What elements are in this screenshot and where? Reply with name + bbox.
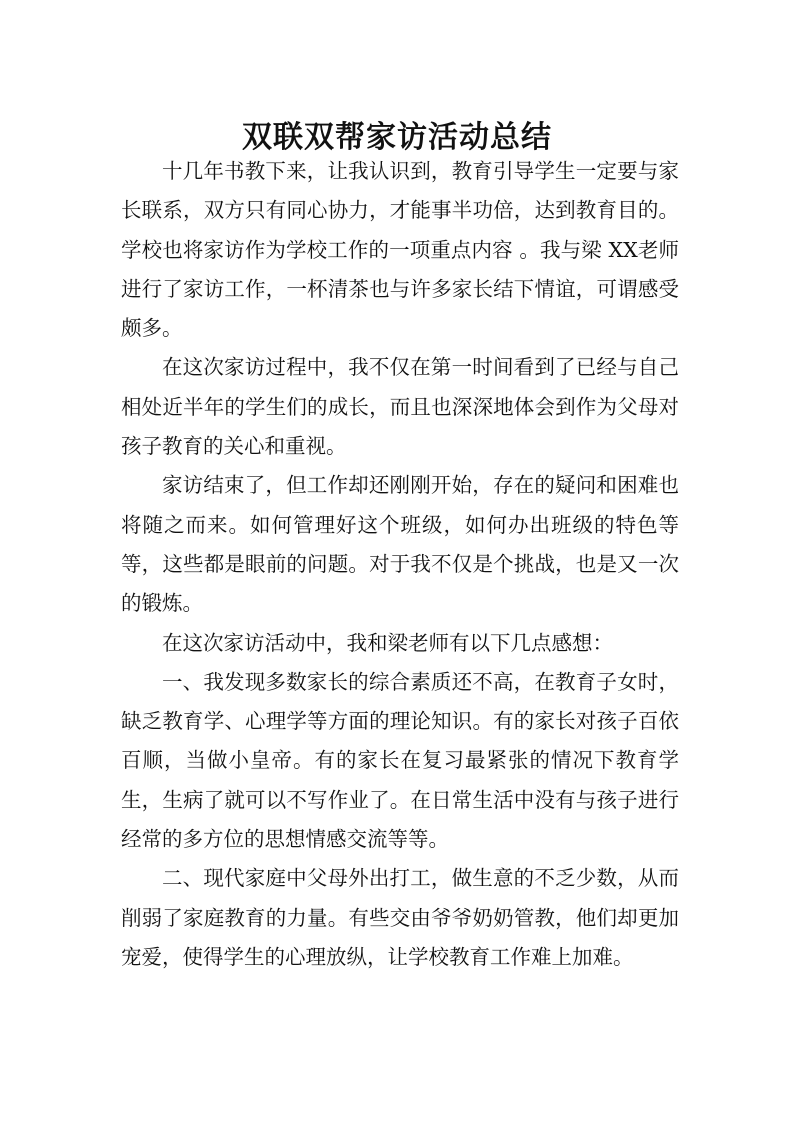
document-body <box>121 152 679 977</box>
paragraph-6: 二、现代家庭中父母外出打工，做生意的不乏少数，从而削弱了家庭教育的力量。有些交由爷爷奶奶管教，他们却更加宠爱，使得学生的心理放纵，让学校教育工作难上加难。 <box>121 866 679 969</box>
paragraph-3: 家访结束了，但工作却还刚刚开始，存在的疑问和困难也将随之而来。如何管理好这个班级，如何办出班级的特色等等，这些都是眼前的问题。对于我不仅是个挑战，也是又一次的锻炼。 <box>121 473 679 616</box>
paragraph-2: 在这次家访过程中，我不仅在第一时间看到了已经与自己相处近半年的学生们的成长，而且也深深地体会到作为父母对孩子教育的关心和重视。 <box>121 355 679 459</box>
paragraph-4: 在这次家访活动中，我和梁老师有以下几点感想： <box>162 630 613 655</box>
paragraph-5: 一、我发现多数家长的综合素质还不高，在教育子女时，缺乏教育学、心理学等方面的理论知识。有的家长对孩子百依百顺，当做小皇帝。有的家长在复习最紧张的情况下教育学生，生病了就可以不写作业了。在日常生活中没有与孩子进行经常的多方位的思想情感交流等等。 <box>121 669 679 852</box>
paragraph-1: 十几年书教下来，让我认识到，教育引导学生一定要与家长联系，双方只有同心协力，才能事半功倍，达到教育目的。学校也将家访作为学校工作的一项重点内容 。我与梁 XX老师进行了家访工作，一杯清茶也与许多家长结下情谊，可谓感受颇多。 <box>121 159 679 341</box>
document-title: 双联双帮家访活动总结 <box>242 120 552 156</box>
